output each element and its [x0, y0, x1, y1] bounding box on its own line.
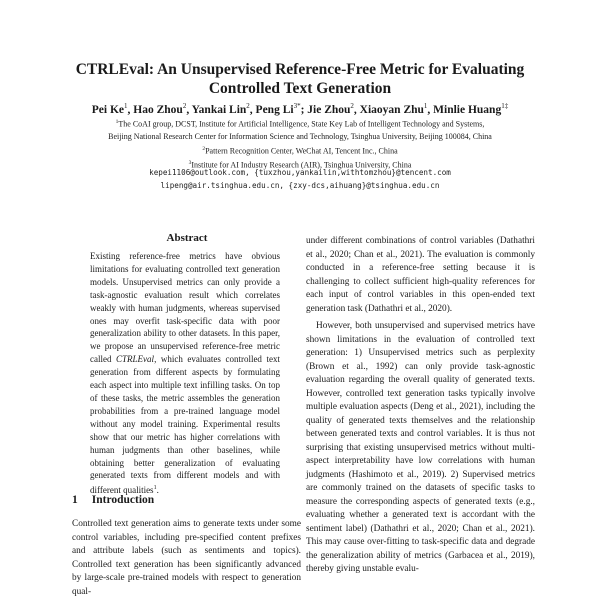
paragraph: However, both unsupervised and supervised metrics have shown limitations in the evaluation of controlled text generation: 1) Unsupervised metrics such as perplexity (Brown et al., 1992) can only provide task-agnostic evaluation regarding the overall quality of generated texts. However, controlled text generation tasks typically involve multiple evaluation aspects (Deng et al., 2021), including the quality of generated texts themselves and the relationship between generated texts and control variables. It is thus not surprising that existing unsupervised metrics without multi-aspect interpretability have low correlations with human judgments (Hashimoto et al., 2019). 2) Supervised metrics are commonly trained on the datasets of specific tasks to measure the corresponding aspects of generated texts (e.g., evaluating whether a generated text is accordant with the sentiment label) (Dathathri et al., 2020; Chan et al., 2021). This may cause over-fitting to task-specific data and degrade the generalization ability of metrics (Garbacea et al., 2019), thereby giving unstable evalu-: [306, 321, 535, 574]
author-emails: [30, 166, 570, 192]
footnote-marker: 1: [153, 485, 157, 492]
affiliation: $^1$The CoAI group, DCST, Institute for Artificial Intelligence, State Key Lab of Intelligent Technology and Systems,: [115, 119, 485, 129]
section-number: 1: [72, 494, 78, 506]
author: Pei Ke$^1$: [91, 102, 128, 116]
author: Peng $Li^{3*}$: [255, 102, 301, 116]
title-line-2: Controlled Text Generation: [208, 80, 392, 97]
section-heading-introduction: [72, 494, 154, 506]
email-line-2: lipeng@air.tsinghua.edu.cn, {zxy-dcs,aihuang}@tsinghua.edu.cn: [160, 181, 440, 190]
introduction-body: Controlled text generation aims to generate texts under some control variables, including pre-specified content prefixes and attribute labels (such as sentiments and topics). Controlled text generation has been significantly advanced by large-scale pre-trained models with respect to generation qual-: [72, 519, 301, 597]
paragraph: under different combinations of control variables (Dathathri et al., 2020; Chan et al., 2021). The evaluation is commonly conducted in a reference-free setting because it is challenging to collect sufficient high-quality references for each input of control variables in this open-ended text generation task (Dathathri et al., 2020).: [306, 236, 535, 314]
affiliation: $^2$Pattern Recognition Center, WeChat AI, Tencent Inc., China: [202, 145, 398, 156]
author: Hao Zhou$^2$: [133, 102, 187, 116]
right-column-body: [306, 235, 535, 577]
author-list: Pei Ke$^1$, Hao Zhou$^2$, Yankai Lin$^2$, Peng $Li^{3*}$; Jie Zhou$^2$, Xiaoyan Zhu$^1$, Minlie Huang$^{1\ddagger}$: [91, 102, 509, 116]
author: Yankai Lin$^2$: [191, 102, 250, 116]
author: Xiaoyan Zhu$^1$: [359, 102, 428, 116]
affiliations: [30, 116, 570, 172]
title-line-1: CTRLEval: An Unsupervised Reference-Free Metric for Evaluating: [75, 61, 525, 78]
affiliation-continued: Beijing National Research Center for Information Science and Technology, Tsinghua University, Beijing 100084, China: [108, 131, 492, 141]
paper-title: [40, 60, 560, 98]
section-title: Introduction: [91, 494, 155, 506]
abstract-body: Existing reference-free metrics have obvious limitations for evaluating controlled text generation models. Unsupervised metrics can only provide a task-agnostic evaluation result which correlates weakly with human judgments, whereas supervised ones may overfit task-specific data with poor generalization ability to other datasets. In this paper, we propose an unsupervised reference-free metric called CTRLEval, which evaluates controlled text generation from different aspects by formulating each aspect into multiple text infilling tasks. On top of these tasks, the metric assembles the generation probabilities from a pre-trained language model without any model training. Experimental results show that our metric has higher correlations with human judgments than other baselines, while obtaining better generalization of evaluating generated texts from different models and with different qualities$^1$.: [90, 251, 280, 496]
author: Jie Zhou$^2$: [307, 102, 354, 116]
author: Minlie Huang$^{1\ddagger}$: [433, 102, 509, 116]
email-line-1: kepei1106@outlook.com, {tuxzhou,yankailin,withtomzhou}@tencent.com: [149, 168, 451, 177]
metric-name: CTRLEval: [116, 354, 155, 365]
abstract-heading: Abstract: [166, 232, 208, 244]
affiliation: $^3$Institute for AI Industry Research (AIR), Tsinghua University, China: [188, 160, 412, 170]
